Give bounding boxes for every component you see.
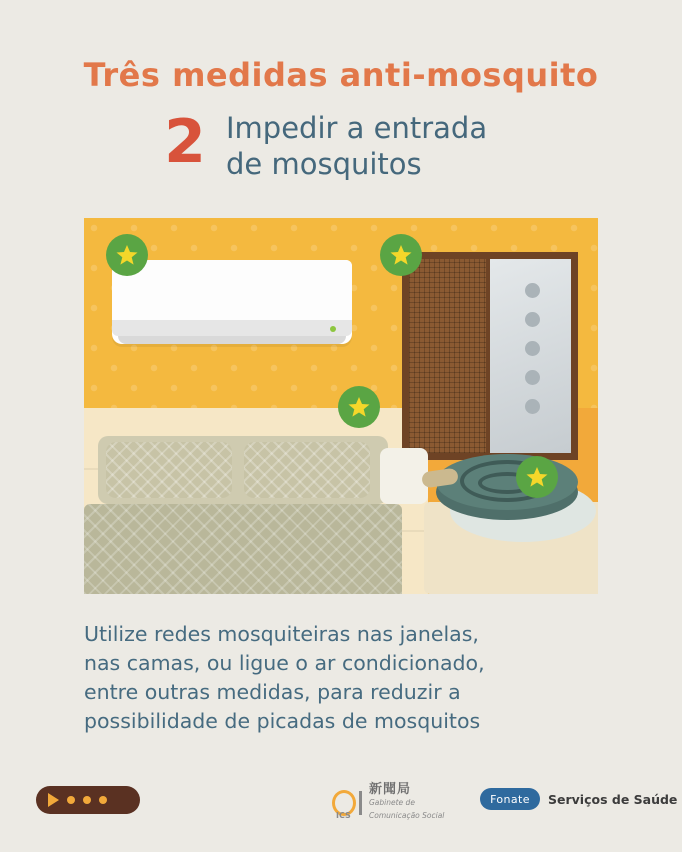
star-badge-bed-net bbox=[338, 386, 380, 428]
media-controls-pill[interactable] bbox=[36, 786, 140, 814]
window-icon bbox=[402, 252, 578, 460]
star-badge-mosquito-coil bbox=[516, 456, 558, 498]
caption-line: nas camas, ou ligue o ar condicionado, bbox=[84, 651, 485, 675]
star-icon bbox=[347, 395, 371, 419]
sofa-seat bbox=[84, 504, 402, 594]
gcs-name-pt-line-2: Comunicação Social bbox=[369, 811, 445, 820]
step-number: 2 bbox=[164, 107, 206, 177]
pillow bbox=[380, 448, 428, 504]
dot-icon bbox=[99, 796, 107, 804]
gcs-name-pt-line-1: Gabinete de bbox=[369, 798, 415, 807]
footer bbox=[0, 784, 682, 828]
star-icon bbox=[389, 243, 413, 267]
star-badge-air-conditioner bbox=[106, 234, 148, 276]
dot-icon bbox=[67, 796, 75, 804]
air-conditioner-icon bbox=[112, 260, 352, 344]
sofa-cushion bbox=[106, 442, 232, 498]
gcs-mark-label: ICS bbox=[336, 810, 351, 820]
gcs-name-cn: 新聞局 bbox=[369, 782, 412, 797]
star-icon bbox=[525, 465, 549, 489]
window-glass-dots bbox=[525, 283, 541, 428]
caption bbox=[84, 620, 598, 736]
step-title bbox=[226, 110, 487, 182]
page-title: Três medidas anti-mosquito bbox=[83, 56, 599, 94]
star-icon bbox=[115, 243, 139, 267]
caption-line: Utilize redes mosquiteiras nas janelas, bbox=[84, 622, 479, 646]
mosquito-screen-mesh bbox=[409, 259, 490, 453]
gcs-mark-icon bbox=[332, 788, 362, 818]
illustration bbox=[84, 218, 598, 594]
fonate-badge[interactable]: Fonate bbox=[480, 788, 540, 810]
sofa-cushion bbox=[244, 442, 370, 498]
step-title-line-1: Impedir a entrada bbox=[226, 111, 488, 145]
play-icon[interactable] bbox=[48, 793, 59, 807]
gcs-text bbox=[369, 784, 444, 821]
health-services-label: Serviços de Saúde bbox=[548, 792, 678, 807]
caption-line: entre outras medidas, para reduzir a bbox=[84, 680, 461, 704]
gcs-logo bbox=[332, 784, 444, 821]
caption-line: possibilidade de picadas de mosquitos bbox=[84, 709, 481, 733]
window-glass bbox=[490, 259, 571, 453]
star-badge-window-screen bbox=[380, 234, 422, 276]
dot-icon bbox=[83, 796, 91, 804]
step-title-line-2: de mosquitos bbox=[226, 147, 422, 181]
step-heading bbox=[160, 107, 580, 182]
air-conditioner-led bbox=[330, 326, 336, 332]
